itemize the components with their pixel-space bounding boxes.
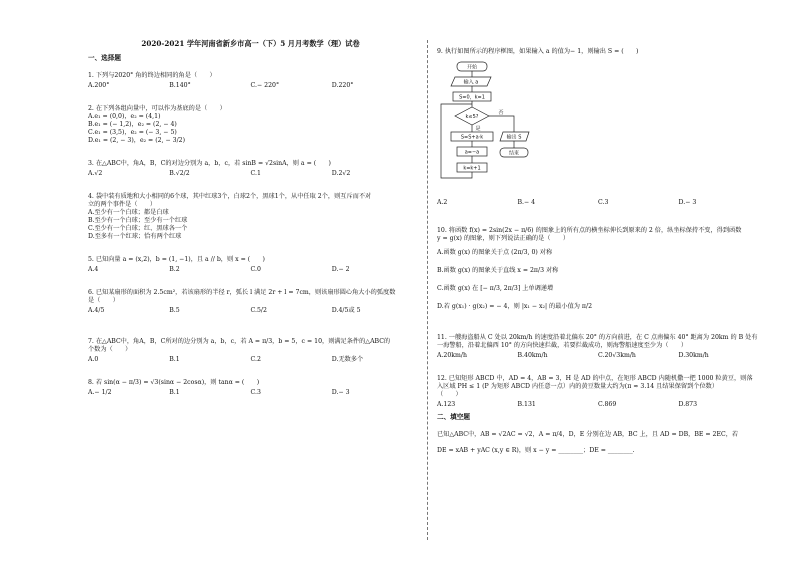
q2-option-a: A.e₁ = (0,0)，e₂ = (4,1) — [88, 113, 161, 120]
q10-option-c: C.函数 g(x) 在 [− π/3, 2π/3] 上单调递增 — [437, 285, 554, 292]
q2-option-d: D.e₁ = (2, − 3)，e₂ = (2, − 3/2) — [88, 137, 186, 144]
q8-option-b: B.1 — [169, 389, 180, 396]
q6-option-b: B.5 — [169, 307, 180, 314]
q1-option-d: D.220° — [331, 82, 354, 89]
q8-option-c: C.3 — [250, 389, 261, 396]
flow-body: S=S+a·k — [460, 134, 484, 141]
q2-option-c: C.e₁ = (3,5)，e₂ = (− 3, − 5) — [88, 129, 177, 136]
q7-option-b: B.1 — [169, 356, 180, 363]
q11-option-d: D.30km/h — [678, 352, 709, 359]
q6-option-a: A.4/5 — [88, 307, 105, 314]
q1-option-a: A.200° — [88, 82, 110, 89]
question-1: 1. 下列与2020° 角的终边相同的角是（ ） A.200° B.140° C.− 220° D.220° — [88, 72, 413, 90]
q3-option-b: B.√2/2 — [169, 170, 190, 177]
flow-start: 开始 — [466, 64, 478, 71]
question-4: 4. 袋中装有质地和大小相同的6个球，其中红球3个，白球2个，黑球1个，从中任取 2个，则互斥而不对 立的两个事件是（ ） A.至少有一个白球；都是白球 B.至少有一个白球；至少有一个红球 C.至少有一个白球；红、黑球各一个 D.至多有一个红球；恰有两个红球 — [88, 193, 413, 241]
q5-option-a: A.4 — [88, 266, 99, 273]
left-column — [88, 40, 413, 400]
q8-option-a: A.− 1/2 — [88, 389, 112, 396]
q7-option-d: D.无数多个 — [331, 356, 364, 363]
question-11: 11. 一艘海盗船从 C 处以 20km/h 的速度沿着北偏东 20° 的方向前进，在 C 点南偏东 40° 距离为 20km 的 B 处有 一海警船，沿着北偏西 10° 的方向快速拦截，若要拦截成功，则海警船速度至少为（ ） A.20km/h B.40km/h C.20√3km/h D.30km/h — [437, 334, 758, 359]
q1-option-c: C.− 220° — [250, 82, 280, 89]
question-9-text: 9. 执行如图所示的程序框图，如果输入 a 的值为− 1，则输出 S = ( ) — [437, 48, 639, 55]
right-column-lower — [437, 197, 759, 458]
question-2: 2. 在下列各组向量中，可以作为基底的是（ ） A.e₁ = (0,0)，e₂ = (4,1) B.e₁ = (− 1,2)，e₂ = (2, − 4) C.e₁ = (3,5)，e₂ = (− 3, − 5) D.e₁ = (2, − 3)，e₂ = (2, − 3/2) — [88, 105, 413, 145]
question-12: 12. 已知矩形 ABCD 中，AD = 4，AB = 3，H 是 AD 的中点，在矩形 ABCD 内随机撒一把 1000 粒黄豆，则落 入区域 PH ≤ 1 (P 为矩形 ABCD 内任意一点）内的黄豆数量大约为(π ≈ 3.14 且结果保留到个位数） （ ） A.123 B.131 C.869 D.873 — [437, 375, 759, 409]
flow-inc: k=k+1 — [463, 165, 481, 172]
question-5: 5. 已知向量 a = (x,2)，b = (1, −1)，且 a // b，则 x = ( ) A.4 B.2 C.0 D.− 2 — [88, 256, 413, 274]
q10-option-a: A.函数 g(x) 的图象关于点 (2π/3, 0) 对称 — [437, 249, 553, 256]
q10-option-d: D.若 g(x₁) · g(x₂) = − 4，则 |x₁ − x₂| 的最小值为 π/2 — [437, 303, 593, 310]
q12-option-c: C.869 — [598, 401, 617, 408]
q2-option-b: B.e₁ = (− 1,2)，e₂ = (2, − 4) — [88, 121, 177, 128]
q3-option-d: D.2√2 — [331, 170, 351, 177]
q5-option-d: D.− 2 — [331, 266, 350, 273]
question-13: 已知△ABC中，AB = √2AC = √2，A = π/4，D，E 分别在边 AB，BC 上，且 AD = DB，BE = 2EC，若 DE = xAB + yAC (x,y ∈ R)，则 x − y = ________；DE = ________. — [437, 431, 739, 454]
q4-option-c: C.至少有一个白球；红、黑球各一个 — [88, 225, 188, 232]
q1-option-b: B.140° — [169, 82, 191, 89]
question-10: 10. 将函数 f(x) = 2sin(2x − π/6) 的图象上的所有点的横坐标伸长到原来的 2 倍，纵坐标保持不变，得到函数 y = g(x) 的图象，则下列说法正确的是（ ） A.函数 g(x) 的图象关于点 (2π/3, 0) 对称 B.函数 g(x) 的图象关于直线 x = 2π/3 对称 C.函数 g(x) 在 [− π/3, 2π/3] 上单调递增 D.若 g(x₁) · g(x₂) = − 4，则 |x₁ − x₂| 的最小值为 π/2 — [437, 227, 759, 311]
flow-yes: 是 — [475, 126, 481, 132]
q9-option-b: B.− 4 — [517, 199, 536, 206]
flow-init: S=0，k=1 — [459, 94, 485, 101]
flow-end: 结束 — [508, 150, 520, 157]
q5-option-c: C.0 — [250, 266, 261, 273]
q11-option-b: B.40km/h — [517, 352, 548, 359]
q8-option-d: D.− 3 — [331, 389, 350, 396]
question-6: 6. 已知某扇形的面积为 2.5cm²，若该扇形的半径 r，弧长 l 满足 2r + l = 7cm，则该扇形圆心角大小的弧度数 是（ ） A.4/5 B.5 C.5/2 D.4/5或 5 — [88, 289, 413, 315]
q12-option-a: A.123 — [437, 401, 456, 408]
flow-neg: a=−a — [464, 149, 480, 156]
q3-option-a: A.√2 — [88, 170, 103, 177]
q9-option-a: A.2 — [437, 199, 448, 206]
q3-option-c: C.1 — [250, 170, 261, 177]
flow-output: 输出 S — [506, 134, 522, 141]
q9-option-d: D.− 3 — [678, 199, 697, 206]
q12-option-d: D.873 — [678, 401, 698, 408]
program-flowchart — [437, 60, 557, 190]
flow-no: 否 — [498, 110, 504, 116]
q4-option-b: B.至少有一个白球；至少有一个红球 — [88, 217, 188, 224]
q11-option-c: C.20√3km/h — [598, 352, 636, 359]
q9-option-c: C.3 — [598, 199, 609, 206]
q10-option-b: B.函数 g(x) 的图象关于直线 x = 2π/3 对称 — [437, 267, 559, 274]
question-3: 3. 在△ABC中，角A，B，C的对边分别为 a，b，c，若 sinB = √2sinA，则 a = ( ) A.√2 B.√2/2 C.1 D.2√2 — [88, 160, 413, 178]
flow-input: 输入 a — [463, 79, 479, 86]
q11-option-a: A.20km/h — [437, 352, 467, 359]
flow-cond: k≤5? — [465, 114, 479, 120]
q4-option-a: A.至少有一个白球；都是白球 — [88, 209, 169, 216]
q6-option-c: C.5/2 — [250, 307, 267, 314]
section-fill: 二、填空题 — [437, 413, 470, 421]
section-choice: 一、选择题 — [88, 54, 121, 62]
q12-option-b: B.131 — [517, 401, 536, 408]
column-divider — [427, 40, 428, 540]
question-8: 8. 若 sin(α − π/3) = √3(sinα − 2cosα)，则 tanα = ( ) A.− 1/2 B.1 C.3 D.− 3 — [88, 379, 413, 397]
q4-option-d: D.至多有一个红球；恰有两个红球 — [88, 233, 182, 240]
exam-title: 2020-2021 学年河南省新乡市高一（下）5 月月考数学（理）试卷 — [141, 39, 360, 48]
question-7: 7. 在△ABC中，角A，B，C所对的边分别为 a，b，c，若 A = π/3，b = 5，c = 10，则满足条件的△ABC的 个数为（ ） A.0 B.1 C.2 D.无数多个 — [88, 338, 413, 364]
right-column — [437, 48, 759, 56]
q5-option-b: B.2 — [169, 266, 180, 273]
q7-option-c: C.2 — [250, 356, 261, 363]
question-9-options — [437, 199, 759, 207]
q6-option-d: D.4/5或 5 — [331, 307, 361, 314]
q7-option-a: A.0 — [88, 356, 99, 363]
